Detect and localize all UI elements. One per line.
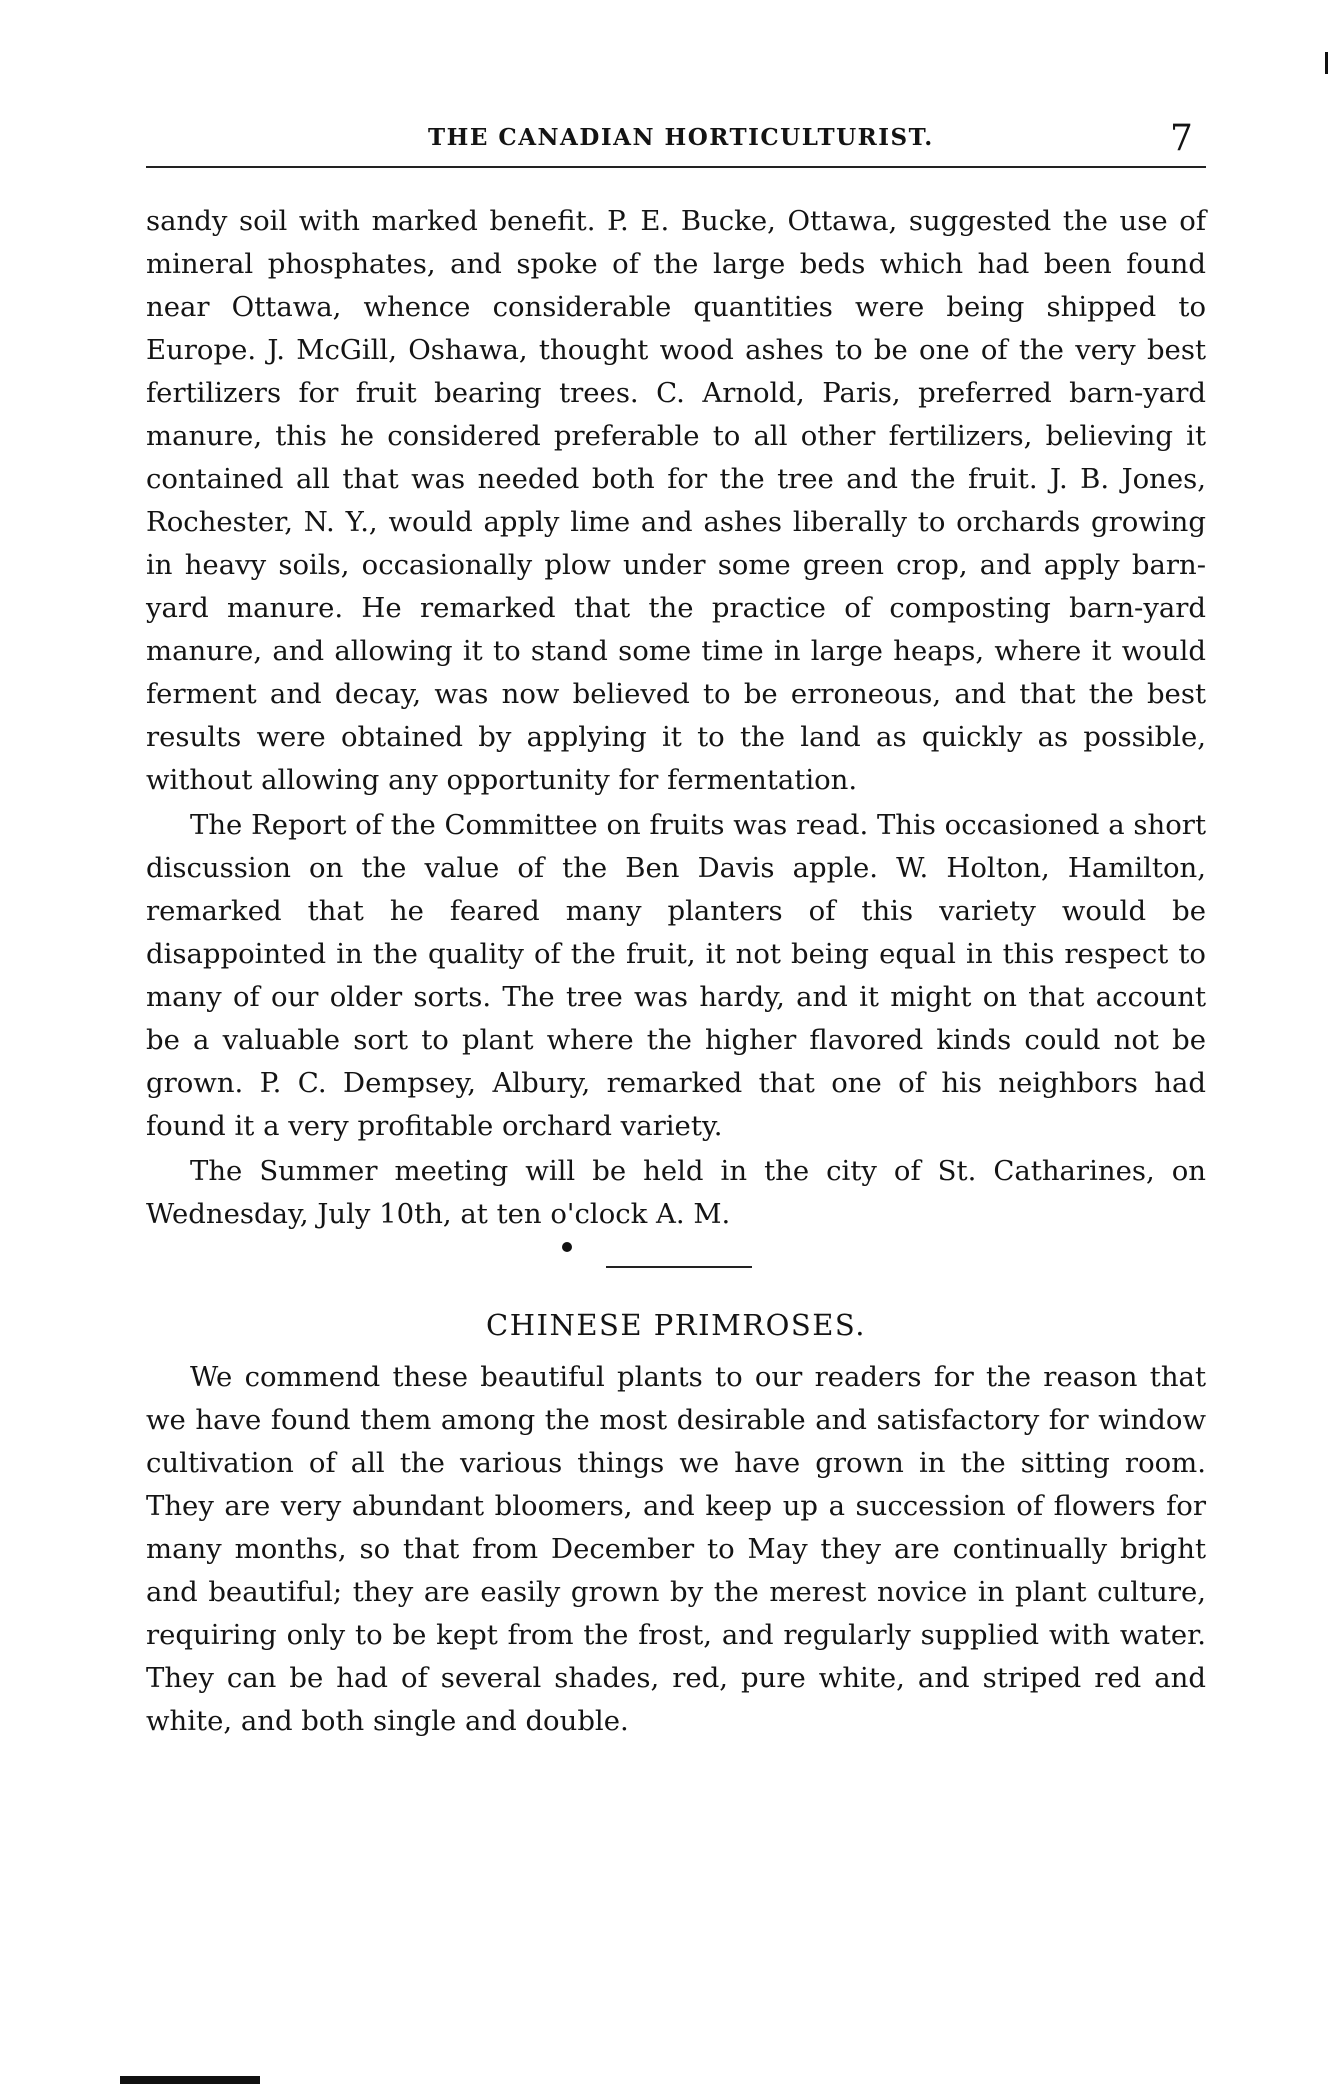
- running-head: THE CANADIAN HORTICULTURIST.: [428, 124, 934, 151]
- paragraph-fertilizers: sandy soil with marked benefit. P. E. Bucke, Ottawa, suggested the use of mineral phosphates, and spoke of the large beds which had been found near Ottawa, whence considerable quantities were being shipped to Europe. J. McGill, Oshawa, thought wood ashes to be one of the very best fertilizers for fruit bearing trees. C. Arnold, Paris, preferred barn-yard manure, this he considered preferable to all other fertilizers, believing it contained all that was needed both for the tree and the fruit. J. B. Jones, Rochester, N. Y., would apply lime and ashes liberally to orchards growing in heavy soils, occasionally plow under some green crop, and apply barn-yard manure. He remarked that the practice of composting barn-yard manure, and allowing it to stand some time in large heaps, where it would ferment and decay, was now believed to be erroneous, and that the best results were obtained by applying it to the land as quickly as possible, without allowing any opportunity for fermentation.: [146, 205, 1206, 796]
- bullet-mark: [562, 1242, 572, 1252]
- paragraph-summer-meeting: The Summer meeting will be held in the city of St. Catharines, on Wednesday, July 10th, at ten o'clock A. M.: [146, 1155, 1206, 1230]
- paragraph-chinese-primroses: We commend these beautiful plants to our readers for the reason that we have found them among the most desirable and satisfactory for window cultivation of all the various things we have grown in the sitting room. They are very abundant bloomers, and keep up a succession of flowers for many months, so that from December to May they are continually bright and beautiful; they are easily grown by the merest novice in plant culture, requiring only to be kept from the frost, and regularly supplied with water. They can be had of several shades, red, pure white, and striped red and white, and both single and double.: [146, 1361, 1206, 1737]
- section-title: CHINESE PRIMROSES.: [486, 1308, 866, 1342]
- scan-edge-mark: [1325, 52, 1328, 74]
- scan-bottom-mark: [120, 2076, 260, 2084]
- header-rule: [146, 166, 1206, 168]
- text-column: [146, 200, 1206, 1743]
- paragraph-committee-report: The Report of the Committee on fruits was read. This occasioned a short discussion on the value of the Ben Davis apple. W. Holton, Hamilton, remarked that he feared many planters of this variety would be disappointed in the quality of the fruit, it not being equal in this respect to many of our older sorts. The tree was hardy, and it might on that account be a valuable sort to plant where the higher flavored kinds could not be grown. P. C. Dempsey, Albury, remarked that one of his neighbors had found it a very profitable orchard variety.: [146, 809, 1206, 1142]
- page-number: 7: [1170, 118, 1193, 159]
- page-header: [0, 118, 1333, 168]
- section-divider: [146, 1236, 1206, 1306]
- short-rule: [606, 1266, 752, 1268]
